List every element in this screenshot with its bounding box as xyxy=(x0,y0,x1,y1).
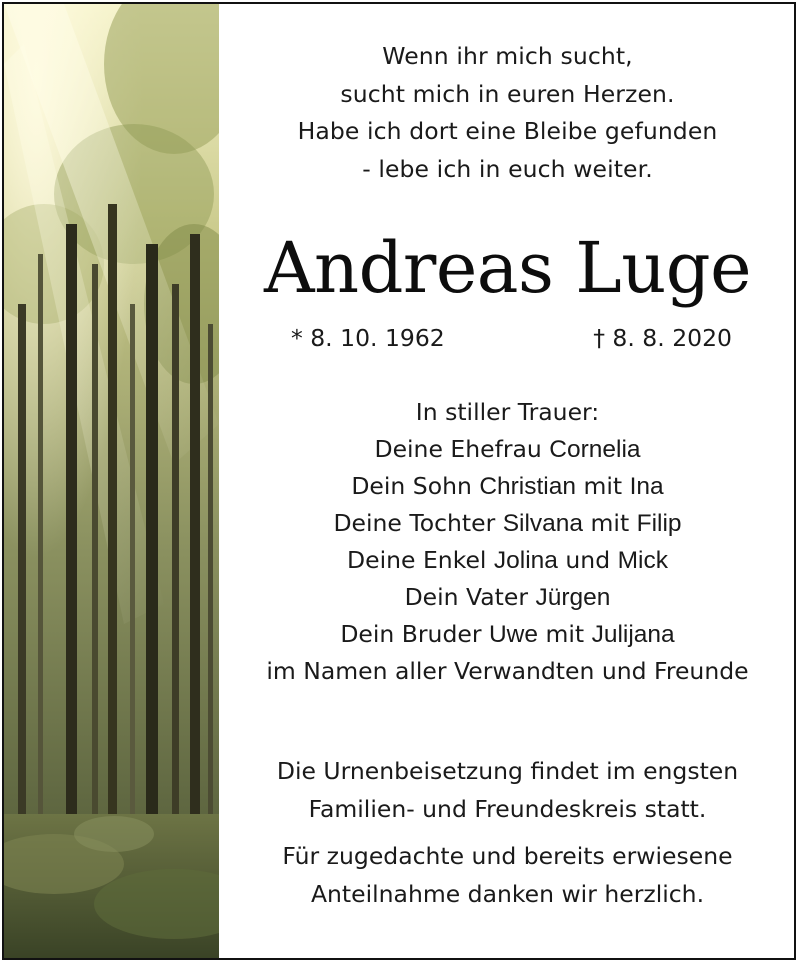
relation-text: Dein Sohn xyxy=(351,472,480,500)
poem-line: sucht mich in euren Herzen. xyxy=(340,79,675,108)
relation-text: Deine Ehefrau xyxy=(374,435,550,463)
notice-line: Familien- und Freundeskreis statt. xyxy=(308,794,707,823)
notice-line: Anteilnahme danken wir herzlich. xyxy=(310,879,705,908)
burial-notice xyxy=(219,753,796,828)
mourner-line xyxy=(219,431,796,468)
forest-image xyxy=(4,4,219,958)
mourner-name: Cornelia xyxy=(549,436,641,463)
mourner-line xyxy=(219,616,796,653)
relation-text: Dein Bruder xyxy=(340,620,489,648)
mourner-line xyxy=(219,542,796,579)
poem-line: Wenn ihr mich sucht, xyxy=(382,42,633,70)
connector-text: mit xyxy=(583,509,637,537)
death-date: † 8. 8. 2020 xyxy=(593,324,732,352)
notice-line: Die Urnenbeisetzung findet im engsten xyxy=(276,757,739,785)
mourner-name: Jolina xyxy=(493,547,558,574)
mourning-closing: im Namen aller Verwandten und Freunde xyxy=(266,657,749,685)
memorial-poem xyxy=(219,38,796,188)
mourner-name: Julijana xyxy=(591,621,675,648)
thanks-notice xyxy=(219,838,796,913)
notice-line: Für zugedachte und bereits erwiesene xyxy=(282,842,733,870)
poem-line: Habe ich dort eine Bleibe gefunden xyxy=(297,117,718,145)
obituary-text xyxy=(219,4,796,958)
mourner-line xyxy=(219,505,796,542)
deceased-name: Andreas Luge xyxy=(263,227,752,309)
relation-text: Deine Enkel xyxy=(347,546,494,574)
mourning-intro: In stiller Trauer: xyxy=(415,398,600,426)
mourner-line xyxy=(219,468,796,505)
mourner-name: Filip xyxy=(636,510,682,537)
mourners-list xyxy=(219,394,796,690)
mourner-name: Mick xyxy=(617,547,668,574)
connector-text: mit xyxy=(537,620,592,648)
relation-text: Deine Tochter xyxy=(333,509,503,537)
connector-text: und xyxy=(557,546,618,574)
poem-line: - lebe ich in euch weiter. xyxy=(362,154,653,183)
relation-text: Dein Vater xyxy=(404,583,536,611)
obituary-frame xyxy=(2,2,796,960)
mourner-name: Ina xyxy=(629,473,664,500)
connector-text: mit xyxy=(576,472,630,500)
mourner-line xyxy=(219,579,796,616)
life-dates xyxy=(219,324,796,364)
mourner-name: Uwe xyxy=(488,621,538,648)
mourner-name: Silvana xyxy=(502,510,584,537)
mourner-name: Jürgen xyxy=(535,584,611,611)
mourner-name: Christian xyxy=(479,473,577,500)
birth-date: * 8. 10. 1962 xyxy=(291,324,445,352)
